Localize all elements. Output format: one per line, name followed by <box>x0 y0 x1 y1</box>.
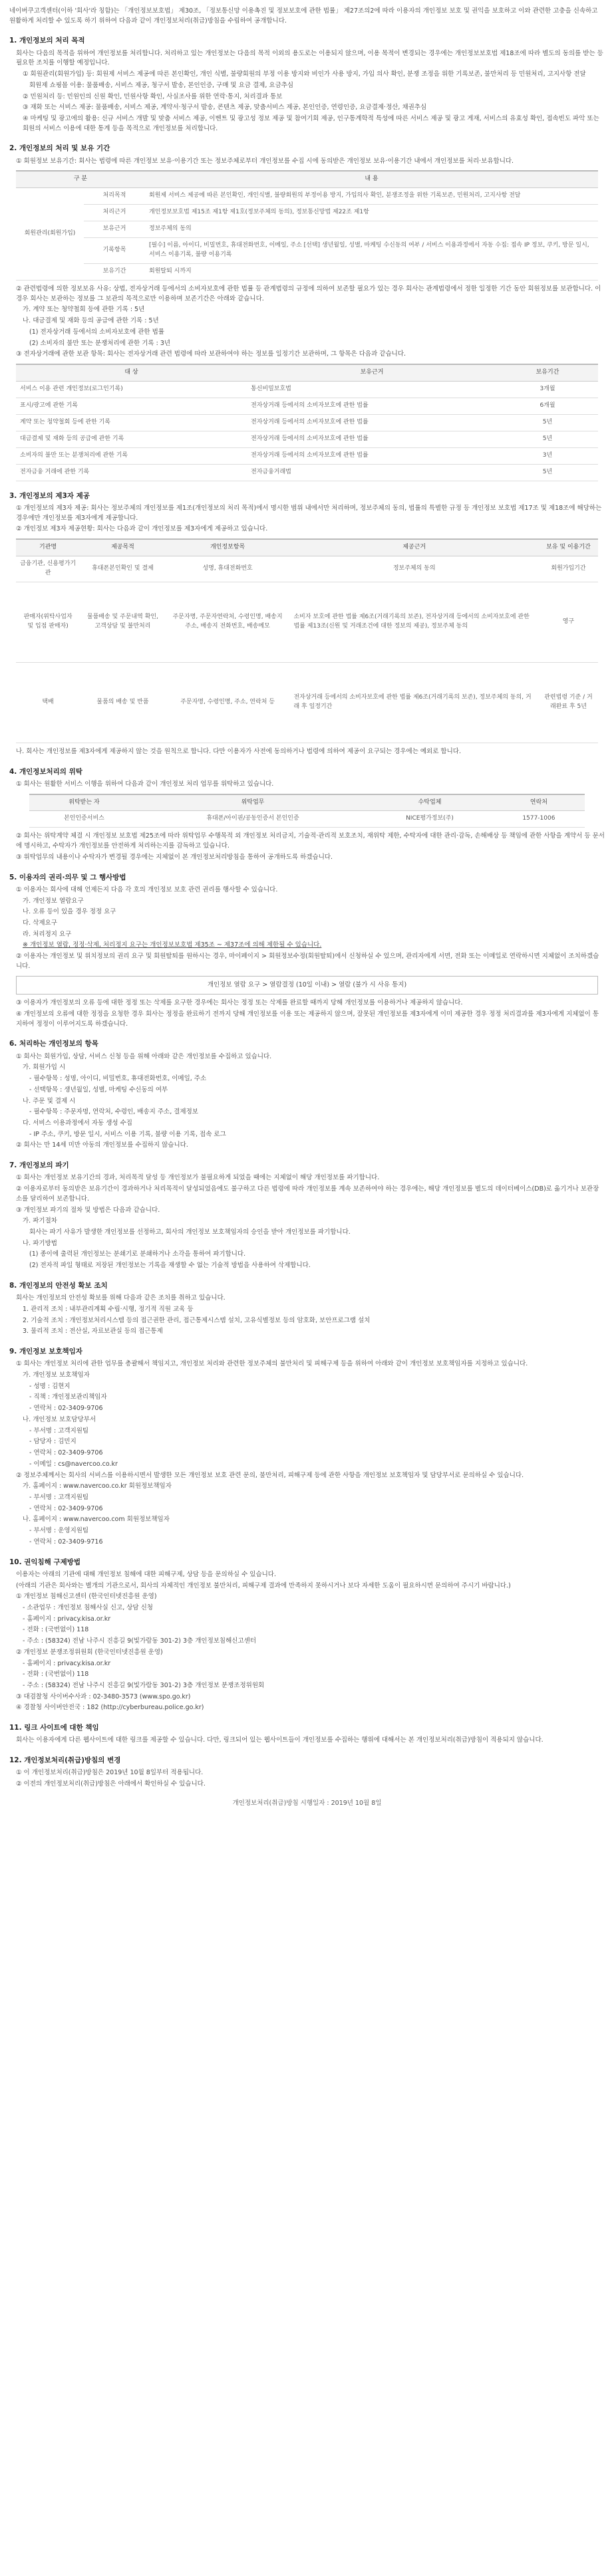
list-item: - 주소 : (58324) 전남 나주시 진흥길 9(빛가람동 301-2) 3층 개인정보 분쟁조정위원회 <box>23 1682 265 1689</box>
table-cell: 5년 <box>497 431 598 447</box>
section-10 <box>9 1557 605 1714</box>
table-row <box>16 414 598 431</box>
process-box: 개인정보 열람 요구 > 열람결정 (10일 이내) > 열람 (불가 시 사유 통지) <box>16 976 598 995</box>
list-item: 다. 삭제요구 <box>23 919 57 927</box>
table-cell: NICE평가정보(주) <box>367 811 493 828</box>
list-item: ④ 마케팅 및 광고에의 활용: 신규 서비스 개발 및 맞춤 서비스 제공, 이벤트 및 광고성 정보 제공 및 참여기회 제공, 인구통계학적 특성에 따른 서비스 제공 및 광고 게재, 서비스의 유효성 확인, 접속빈도 파악 또는 회원의 서비스 이용에 대한 통계 등을 목적으로 개인정보를 처리합니다. <box>23 115 599 132</box>
table-cell: 정보주체의 동의 <box>289 556 539 582</box>
table-cell: 소비자의 불만 또는 분쟁처리에 관한 기록 <box>16 447 247 464</box>
list-item: - 소관업무 : 개인정보 침해사실 신고, 상담 신청 <box>23 1603 153 1611</box>
table-header: 보유 및 이용기간 <box>539 539 598 556</box>
paragraph: 회사는 개인정보의 안전성 확보를 위해 다음과 같은 조치를 취하고 있습니다. <box>16 1294 226 1302</box>
table-cell: 금융기관, 신용평가기관 <box>16 556 80 582</box>
list-item: 3. 물리적 조치 : 전산실, 자료보관실 등의 접근통제 <box>23 1328 163 1336</box>
table-cell: 서비스 이용 관련 개인정보(로그인기록) <box>16 381 247 398</box>
paragraph: ① 회사는 원활한 서비스 이행을 위하여 다음과 같이 개인정보 처리 업무를 위탁하고 있습니다. <box>16 780 274 788</box>
effective-date: 개인정보처리(취급)방침 시행일자 : 2019년 10월 8일 <box>232 1799 382 1807</box>
paragraph: ① 이 개인정보처리(취급)방침은 2019년 10월 8일부터 적용됩니다. <box>16 1769 204 1777</box>
list-item: - 주소 : (58324) 전남 나주시 진흥길 9(빛가람동 301-2) 3층 개인정보침해신고센터 <box>23 1637 256 1645</box>
section-3 <box>9 491 605 757</box>
table-cell: 전자상거래 등에서의 소비자보호에 관한 법률 <box>247 414 497 431</box>
table-row <box>16 221 598 238</box>
list-item: ④ 경찰청 사이버안전국 : 182 (http://cyberbureau.police.go.kr) <box>16 1704 204 1712</box>
list-item: 나. 개인정보 보호담당부서 <box>23 1415 96 1423</box>
paragraph: ② 개인정보 제3자 제공현황: 회사는 다음과 같이 개인정보를 제3자에게 제공하고 있습니다. <box>16 525 268 533</box>
table-row <box>16 582 598 662</box>
table-header: 보유근거 <box>247 364 497 381</box>
retention-table <box>16 170 598 281</box>
paragraph: ② 회사는 만 14세 미만 아동의 개인정보를 수집하지 않습니다. <box>16 1141 188 1149</box>
list-item: ③ 재화 또는 서비스 제공: 물품배송, 서비스 제공, 계약서·청구서 발송, 콘텐츠 제공, 맞춤서비스 제공, 본인인증, 연령인증, 요금결제·정산, 채권추심 <box>23 104 427 112</box>
third-party-table <box>16 538 598 743</box>
list-item: 회원제 쇼핑몰 이용: 물품배송, 서비스 제공, 청구서 발송, 본인인증, 구매 및 요금 결제, 요금추심 <box>29 81 294 89</box>
paragraph: ③ 이용자가 개인정보의 오류 등에 대한 정정 또는 삭제를 요구한 경우에는 회사는 정정 또는 삭제를 완료할 때까지 당해 개인정보를 이용하거나 제공하지 않습니다. <box>16 999 463 1007</box>
list-item: - 필수항목 : 주문자명, 연락처, 수령인, 배송지 주소, 결제정보 <box>29 1108 198 1116</box>
list-item: - 전화 : (국번없이) 118 <box>23 1671 89 1679</box>
section-4 <box>9 766 605 863</box>
section-title: 12. 개인정보처리(취급)방침의 변경 <box>9 1756 121 1765</box>
paragraph: (아래의 기관은 회사와는 별개의 기관으로서, 회사의 자체적인 개인정보 불만처리, 피해구제 결과에 만족하지 못하시거나 보다 자세한 도움이 필요하시면 문의하여 주시기 바랍니다.) <box>16 1581 511 1589</box>
table-cell: 3개월 <box>497 381 598 398</box>
list-item: ① 개인정보 침해신고센터 (한국인터넷진흥원 운영) <box>16 1593 157 1601</box>
list-item: 나. 파기방법 <box>23 1239 57 1247</box>
table-cell: 보유근거 <box>84 221 145 238</box>
table-cell: 전자금융거래법 <box>247 464 497 481</box>
list-item: ② 민원처리 등: 민원인의 신원 확인, 민원사항 확인, 사실조사를 위한 연락·통지, 처리결과 통보 <box>23 92 283 100</box>
table-row <box>16 188 598 205</box>
list-item: 가. 개인정보 열람요구 <box>23 897 84 905</box>
list-item: 라. 처리정지 요구 <box>23 930 72 938</box>
table-row <box>29 811 585 828</box>
list-item: 가. 개인정보 보호책임자 <box>23 1371 90 1379</box>
section-6 <box>9 1038 605 1151</box>
table-row <box>16 556 598 582</box>
paragraph: ③ 개인정보 파기의 절차 및 방법은 다음과 같습니다. <box>16 1206 160 1214</box>
table-header: 위탁받는 자 <box>29 794 139 811</box>
table-cell: 주문자명, 주문자연락처, 수령인명, 배송지 주소, 배송지 전화번호, 배송메모 <box>166 582 290 662</box>
list-item: ③ 대검찰청 사이버수사과 : 02-3480-3573 (www.spo.go.kr) <box>16 1693 191 1700</box>
list-item: (1) 전자상거래 등에서의 소비자보호에 관한 법률 <box>29 328 164 336</box>
table-header: 위탁업무 <box>139 794 367 811</box>
list-item: - 연락처 : 02-3409-9706 <box>29 1504 103 1512</box>
section-title: 4. 개인정보처리의 위탁 <box>9 767 82 776</box>
section-1 <box>9 35 605 134</box>
list-item: - 전화 : (국번없이) 118 <box>23 1626 89 1634</box>
section-title: 3. 개인정보의 제3자 제공 <box>9 491 90 500</box>
section-lead: 회사는 다음의 목적을 위하여 개인정보를 처리합니다. 처리하고 있는 개인정보는 다음의 목적 이외의 용도로는 이용되지 않으며, 이용 목적이 변경되는 경우에는 개인정보보호법 제18조에 따라 별도의 동의를 받는 등 필요한 조치를 이행할 예정입니다. <box>16 49 603 67</box>
list-item: (1) 종이에 출력된 개인정보는 분쇄기로 분쇄하거나 소각을 통하여 파기합니다. <box>29 1250 246 1258</box>
list-item: 가. 회원가입 시 <box>23 1064 66 1072</box>
section-2 <box>9 143 605 481</box>
list-item: ② 개인정보 분쟁조정위원회 (한국인터넷진흥원 운영) <box>16 1648 163 1656</box>
table-header: 제공목적 <box>80 539 166 556</box>
table-header: 보유기간 <box>497 364 598 381</box>
paragraph: ① 이용자는 회사에 대해 언제든지 다음 각 호의 개인정보 보호 관련 권리를 행사할 수 있습니다. <box>16 885 278 893</box>
table-cell: 처리근거 <box>84 205 145 221</box>
list-item: - 부서명 : 운영지원팀 <box>29 1527 89 1535</box>
table-cell: 5년 <box>497 414 598 431</box>
table-header: 연락처 <box>493 794 585 811</box>
table-row <box>16 662 598 743</box>
paragraph: ② 정보주체께서는 회사의 서비스를 이용하시면서 발생한 모든 개인정보 보호 관련 문의, 불만처리, 피해구제 등에 관한 사항을 개인정보 보호책임자 및 담당부서로 문의하실 수 있습니다. <box>16 1471 524 1479</box>
section-7 <box>9 1160 605 1271</box>
paragraph: ③ 전자상거래에 관한 보관 항목: 회사는 전자상거래 관련 법령에 따라 보관하여야 하는 정보를 일정기간 보관하며, 그 항목은 다음과 같습니다. <box>16 350 406 358</box>
list-item: 1. 관리적 조치 : 내부관리계획 수립·시행, 정기적 직원 교육 등 <box>23 1305 194 1313</box>
table-cell: 개인정보보호법 제15조 제1항 제1호(정보주체의 동의), 정보통신망법 제22조 제1항 <box>145 205 598 221</box>
table-header: 개인정보항목 <box>166 539 290 556</box>
table-cell: 처리목적 <box>84 188 145 205</box>
table-cell: 보유기간 <box>84 264 145 281</box>
table-cell: 정보주체의 동의 <box>145 221 598 238</box>
table-header: 수탁업체 <box>367 794 493 811</box>
table-cell: 물품배송 및 주문내역 확인, 고객상담 및 불만처리 <box>80 582 166 662</box>
paragraph: 이용자는 아래의 기관에 대해 개인정보 침해에 대한 피해구제, 상담 등을 문의하실 수 있습니다. <box>16 1570 277 1578</box>
table-cell: 5년 <box>497 464 598 481</box>
table-cell: 3년 <box>497 447 598 464</box>
table-cell: 주문자명, 수령인명, 주소, 연락처 등 <box>166 662 290 743</box>
list-item: 가. 계약 또는 청약철회 등에 관한 기록 : 5년 <box>23 306 145 314</box>
paragraph: 회사는 이용자에게 다른 웹사이트에 대한 링크를 제공할 수 있습니다. 다만, 링크되어 있는 웹사이트들이 개인정보를 수집하는 행위에 대해서는 본 개인정보처리(취급)방침이 적용되지 않습니다. <box>16 1736 543 1744</box>
list-item: - 담당자 : 김민지 <box>29 1438 77 1446</box>
table-cell: 계약 또는 청약철회 등에 관한 기록 <box>16 414 247 431</box>
table-row <box>16 381 598 398</box>
table-cell: 대금결제 및 재화 등의 공급에 관한 기록 <box>16 431 247 447</box>
section-12 <box>9 1755 605 1790</box>
table-cell: 전자상거래 등에서의 소비자보호에 관한 법률 <box>247 431 497 447</box>
table-header: 기관명 <box>16 539 80 556</box>
paragraph: ② 회사는 위탁계약 체결 시 개인정보 보호법 제25조에 따라 위탁업무 수행목적 외 개인정보 처리금지, 기술적·관리적 보호조치, 재위탁 제한, 수탁자에 대한 관리·감독, 손해배상 등 책임에 관한 사항을 계약서 등 문서에 명시하고, 수탁자가 개인정보를 안전하게 처리하는지를 감독하고 있습니다. <box>16 832 605 850</box>
list-item: 나. 오류 등이 있을 경우 정정 요구 <box>23 908 116 916</box>
paragraph: ② 이전의 개인정보처리(취급)방침은 아래에서 확인하실 수 있습니다. <box>16 1780 206 1788</box>
table-row <box>16 238 598 264</box>
list-item: 나. 주문 및 결제 시 <box>23 1097 76 1105</box>
list-item: 다. 서비스 이용과정에서 자동 생성 수집 <box>23 1119 132 1127</box>
paragraph: ② 이용자로부터 동의받은 보유기간이 경과하거나 처리목적이 달성되었음에도 불구하고 다른 법령에 따라 개인정보를 계속 보존하여야 하는 경우에는, 해당 개인정보를 별도의 데이터베이스(DB)로 옮기거나 보관장소를 달리하여 보존합니다. <box>16 1185 599 1203</box>
table-cell: 휴대폰본인확인 및 결제 <box>80 556 166 582</box>
list-item: - 홈페이지 : privacy.kisa.or.kr <box>23 1615 111 1623</box>
intro-text: 네이버쿠고객센터(이하 '회사'라 칭함)는 「개인정보보호법」 제30조, 「정보통신망 이용촉진 및 정보보호에 관한 법률」 제27조의2에 따라 이용자의 개인정보 보호 및 권익을 보호하고 이와 관련한 고충을 신속하고 원활하게 처리할 수 있도록 하기 위하여 다음과 같이 개인정보처리(취급)방침을 수립하여 공개합니다. <box>9 7 598 25</box>
paragraph: ① 회사는 개인정보 보유기간의 경과, 처리목적 달성 등 개인정보가 불필요하게 되었을 때에는 지체없이 해당 개인정보를 파기합니다. <box>16 1174 380 1182</box>
table-header: 대 상 <box>16 364 247 381</box>
list-item: 나. 홈페이지 : www.navercoo.com 회원정보책임자 <box>23 1516 170 1524</box>
table-cell: 회원제 서비스 제공에 따른 본인확인, 개인식별, 불량회원의 부정이용 방지, 가입의사 확인, 분쟁조정을 위한 기록보존, 민원처리, 고지사항 전달 <box>145 188 598 205</box>
section-8 <box>9 1280 605 1337</box>
table-header: 내 용 <box>145 171 598 187</box>
table-cell: 영구 <box>539 582 598 662</box>
table-row <box>16 205 598 221</box>
table-cell: 회원관리(회원가입) <box>16 188 84 281</box>
list-item: 가. 파기절차 <box>23 1217 57 1225</box>
section-lead: ① 회원정보 보유기간: 회사는 법령에 따른 개인정보 보유·이용기간 또는 정보주체로부터 개인정보를 수집 시에 동의받은 개인정보 보유·이용기간 내에서 개인정보를 처리·보유합니다. <box>16 157 514 165</box>
table-cell: 휴대폰/아이핀/공동인증서 본인인증 <box>139 811 367 828</box>
table-row <box>16 398 598 414</box>
table-row <box>16 264 598 281</box>
outsourcing-table <box>29 794 585 828</box>
table-cell: 관련법령 기준 / 거래완료 후 5년 <box>539 662 598 743</box>
paragraph: ② 관련법령에 의한 정보보유 사유: 상법, 전자상거래 등에서의 소비자보호에 관한 법률 등 관계법령의 규정에 의하여 보존할 필요가 있는 경우 회사는 관계법령에서 정한 일정한 기간 동안 회원정보를 보관합니다. 이 경우 회사는 보관하는 정보를 그 보관의 목적으로만 이용하며 보존기간은 아래와 같습니다. <box>16 285 601 302</box>
table-cell: 물품의 배송 및 반품 <box>80 662 166 743</box>
section-title: 5. 이용자의 권리·의무 및 그 행사방법 <box>9 873 126 881</box>
table-cell: 전자금융 거래에 관한 기록 <box>16 464 247 481</box>
list-item: - 선택항목 : 생년월일, 성별, 마케팅 수신동의 여부 <box>29 1086 168 1094</box>
list-item: ① 회원관리(회원가입) 등: 회원제 서비스 제공에 따른 본인확인, 개인 식별, 불량회원의 부정 이용 방지와 비인가 사용 방지, 가입 의사 확인, 분쟁 조정을 위한 기록보존, 불만처리 등 민원처리, 고지사항 전달 <box>23 70 586 78</box>
table-cell: 판매자(위탁사업자 및 입점 판매자) <box>16 582 80 662</box>
table-cell: 본인인증서비스 <box>29 811 139 828</box>
notice-text: ※ 개인정보 열람, 정정·삭제, 처리정지 요구는 개인정보보호법 제35조 ~ 제37조에 의해 제한될 수 있습니다. <box>23 941 322 949</box>
list-item: 2. 기술적 조치 : 개인정보처리시스템 등의 접근권한 관리, 접근통제시스템 설치, 고유식별정보 등의 암호화, 보안프로그램 설치 <box>23 1316 371 1324</box>
paragraph: ④ 개인정보의 오류에 대한 정정을 요청한 경우 회사는 정정을 완료하기 전까지 당해 개인정보를 이용 또는 제공하지 않으며, 잘못된 개인정보를 제3자에게 이미 제공한 경우 정정 처리결과를 제3자에게 지체없이 통지하여 정정이 이루어지도록 하겠습니다. <box>16 1010 599 1028</box>
section-title: 2. 개인정보의 처리 및 보유 기간 <box>9 144 110 153</box>
list-item: - 필수항목 : 성명, 아이디, 비밀번호, 휴대전화번호, 이메일, 주소 <box>29 1075 207 1083</box>
list-item: - 연락처 : 02-3409-9706 <box>29 1405 103 1413</box>
list-item: - 부서명 : 고객지원팀 <box>29 1427 89 1435</box>
paragraph: ② 이용자는 개인정보 및 위치정보의 권리 요구 및 회원탈퇴를 원하시는 경우, 마이페이지 > 회원정보수정(회원탈퇴)에서 신청하실 수 있으며, 관리자에게 서면, 전화 또는 이메일로 연락하시면 지체없이 조치하겠습니다. <box>16 953 599 970</box>
table-row <box>16 431 598 447</box>
table-cell: 전자상거래 등에서의 소비자보호에 관한 법률 <box>247 447 497 464</box>
legal-retention-table <box>16 364 598 481</box>
paragraph: ① 회사는 개인정보 처리에 관한 업무를 총괄해서 책임지고, 개인정보 처리와 관련한 정보주체의 불만처리 및 피해구제 등을 위하여 아래와 같이 개인정보 보호책임자를 지정하고 있습니다. <box>16 1360 528 1368</box>
list-item: - 직책 : 개인정보관리책임자 <box>29 1393 107 1401</box>
section-title: 9. 개인정보 보호책임자 <box>9 1347 82 1356</box>
list-item: 회사는 파기 사유가 발생한 개인정보를 선정하고, 회사의 개인정보 보호책임자의 승인을 받아 개인정보를 파기합니다. <box>29 1229 351 1236</box>
table-cell: 성명, 휴대전화번호 <box>166 556 290 582</box>
table-row <box>16 447 598 464</box>
list-item: 가. 홈페이지 : www.navercoo.co.kr 회원정보책임자 <box>23 1482 172 1490</box>
list-item: - 홈페이지 : privacy.kisa.or.kr <box>23 1659 111 1667</box>
section-title: 8. 개인정보의 안전성 확보 조치 <box>9 1281 108 1290</box>
table-cell: 소비자 보호에 관한 법률 제6조(거래기록의 보존), 전자상거래 등에서의 소비자보호에 관한 법률 제13조(신원 및 거래조건에 대한 정보의 제공), 정보주체 동의 <box>289 582 539 662</box>
list-item: 나. 대금결제 및 재화 등의 공급에 관한 기록 : 5년 <box>23 317 159 325</box>
paragraph: ① 개인정보의 제3자 제공: 회사는 정보주체의 개인정보를 제1조(개인정보의 처리 목적)에서 명시한 범위 내에서만 처리하며, 정보주체의 동의, 법률의 특별한 규정 등 개인정보 보호법 제17조 및 제18조에 해당하는 경우에만 개인정보를 제3자에게 제공합니다. <box>16 504 602 522</box>
table-cell: 택배 <box>16 662 80 743</box>
list-item: - IP 주소, 쿠키, 방문 일시, 서비스 이용 기록, 불량 이용 기록, 접속 로그 <box>29 1130 226 1138</box>
section-title: 6. 처리하는 개인정보의 항목 <box>9 1040 98 1048</box>
section-title: 11. 링크 사이트에 대한 책임 <box>9 1724 99 1732</box>
list-item: - 부서명 : 고객지원팀 <box>29 1493 89 1501</box>
section-title: 10. 권익침해 구제방법 <box>9 1558 81 1566</box>
paragraph: 나. 회사는 개인정보를 제3자에게 제공하지 않는 것을 원칙으로 합니다. 다만 이용자가 사전에 동의하거나 법령에 의하여 제공이 요구되는 경우에는 예외로 합니다. <box>16 747 461 755</box>
section-9 <box>9 1346 605 1547</box>
table-cell: 6개월 <box>497 398 598 414</box>
section-title: 1. 개인정보의 처리 목적 <box>9 37 85 45</box>
paragraph: ③ 위탁업무의 내용이나 수탁자가 변경될 경우에는 지체없이 본 개인정보처리방침을 통하여 공개하도록 하겠습니다. <box>16 853 333 861</box>
table-cell: 기록항목 <box>84 238 145 264</box>
list-item: - 연락처 : 02-3409-9706 <box>29 1449 103 1457</box>
table-cell: 표시/광고에 관한 기록 <box>16 398 247 414</box>
list-item: - 성명 : 김현지 <box>29 1382 71 1390</box>
list-item: - 연락처 : 02-3409-9716 <box>29 1538 103 1546</box>
table-header: 제공근거 <box>289 539 539 556</box>
list-item: (2) 전자적 파일 형태로 저장된 개인정보는 기록을 재생할 수 없는 기술적 방법을 사용하여 삭제합니다. <box>29 1262 311 1270</box>
table-cell: 1577-1006 <box>493 811 585 828</box>
table-cell: [필수] 이름, 아이디, 비밀번호, 휴대전화번호, 이메일, 주소 [선택] 생년월일, 성별, 마케팅 수신동의 여부 / 서비스 이용과정에서 자동 수집: 접속 IP 정보, 쿠키, 방문 일시, 서비스 이용기록, 불량 이용기록 <box>145 238 598 264</box>
table-cell: 전자상거래 등에서의 소비자보호에 관한 법률 제6조(거래기록의 보존), 정보주체의 동의, 거래 후 일정기간 <box>289 662 539 743</box>
table-cell: 회원탈퇴 시까지 <box>145 264 598 281</box>
list-item: (2) 소비자의 불만 또는 분쟁처리에 관한 기록 : 3년 <box>29 339 171 347</box>
table-cell: 전자상거래 등에서의 소비자보호에 관한 법률 <box>247 398 497 414</box>
table-header: 구 분 <box>16 171 145 187</box>
paragraph: ① 회사는 회원가입, 상담, 서비스 신청 등을 위해 아래와 같은 개인정보를 수집하고 있습니다. <box>16 1052 272 1060</box>
section-5 <box>9 872 605 1030</box>
table-cell: 통신비밀보호법 <box>247 381 497 398</box>
section-title: 7. 개인정보의 파기 <box>9 1161 69 1170</box>
section-11 <box>9 1722 605 1746</box>
table-row <box>16 464 598 481</box>
list-item: - 이메일 : cs@navercoo.co.kr <box>29 1460 118 1468</box>
table-cell: 회원가입기간 <box>539 556 598 582</box>
